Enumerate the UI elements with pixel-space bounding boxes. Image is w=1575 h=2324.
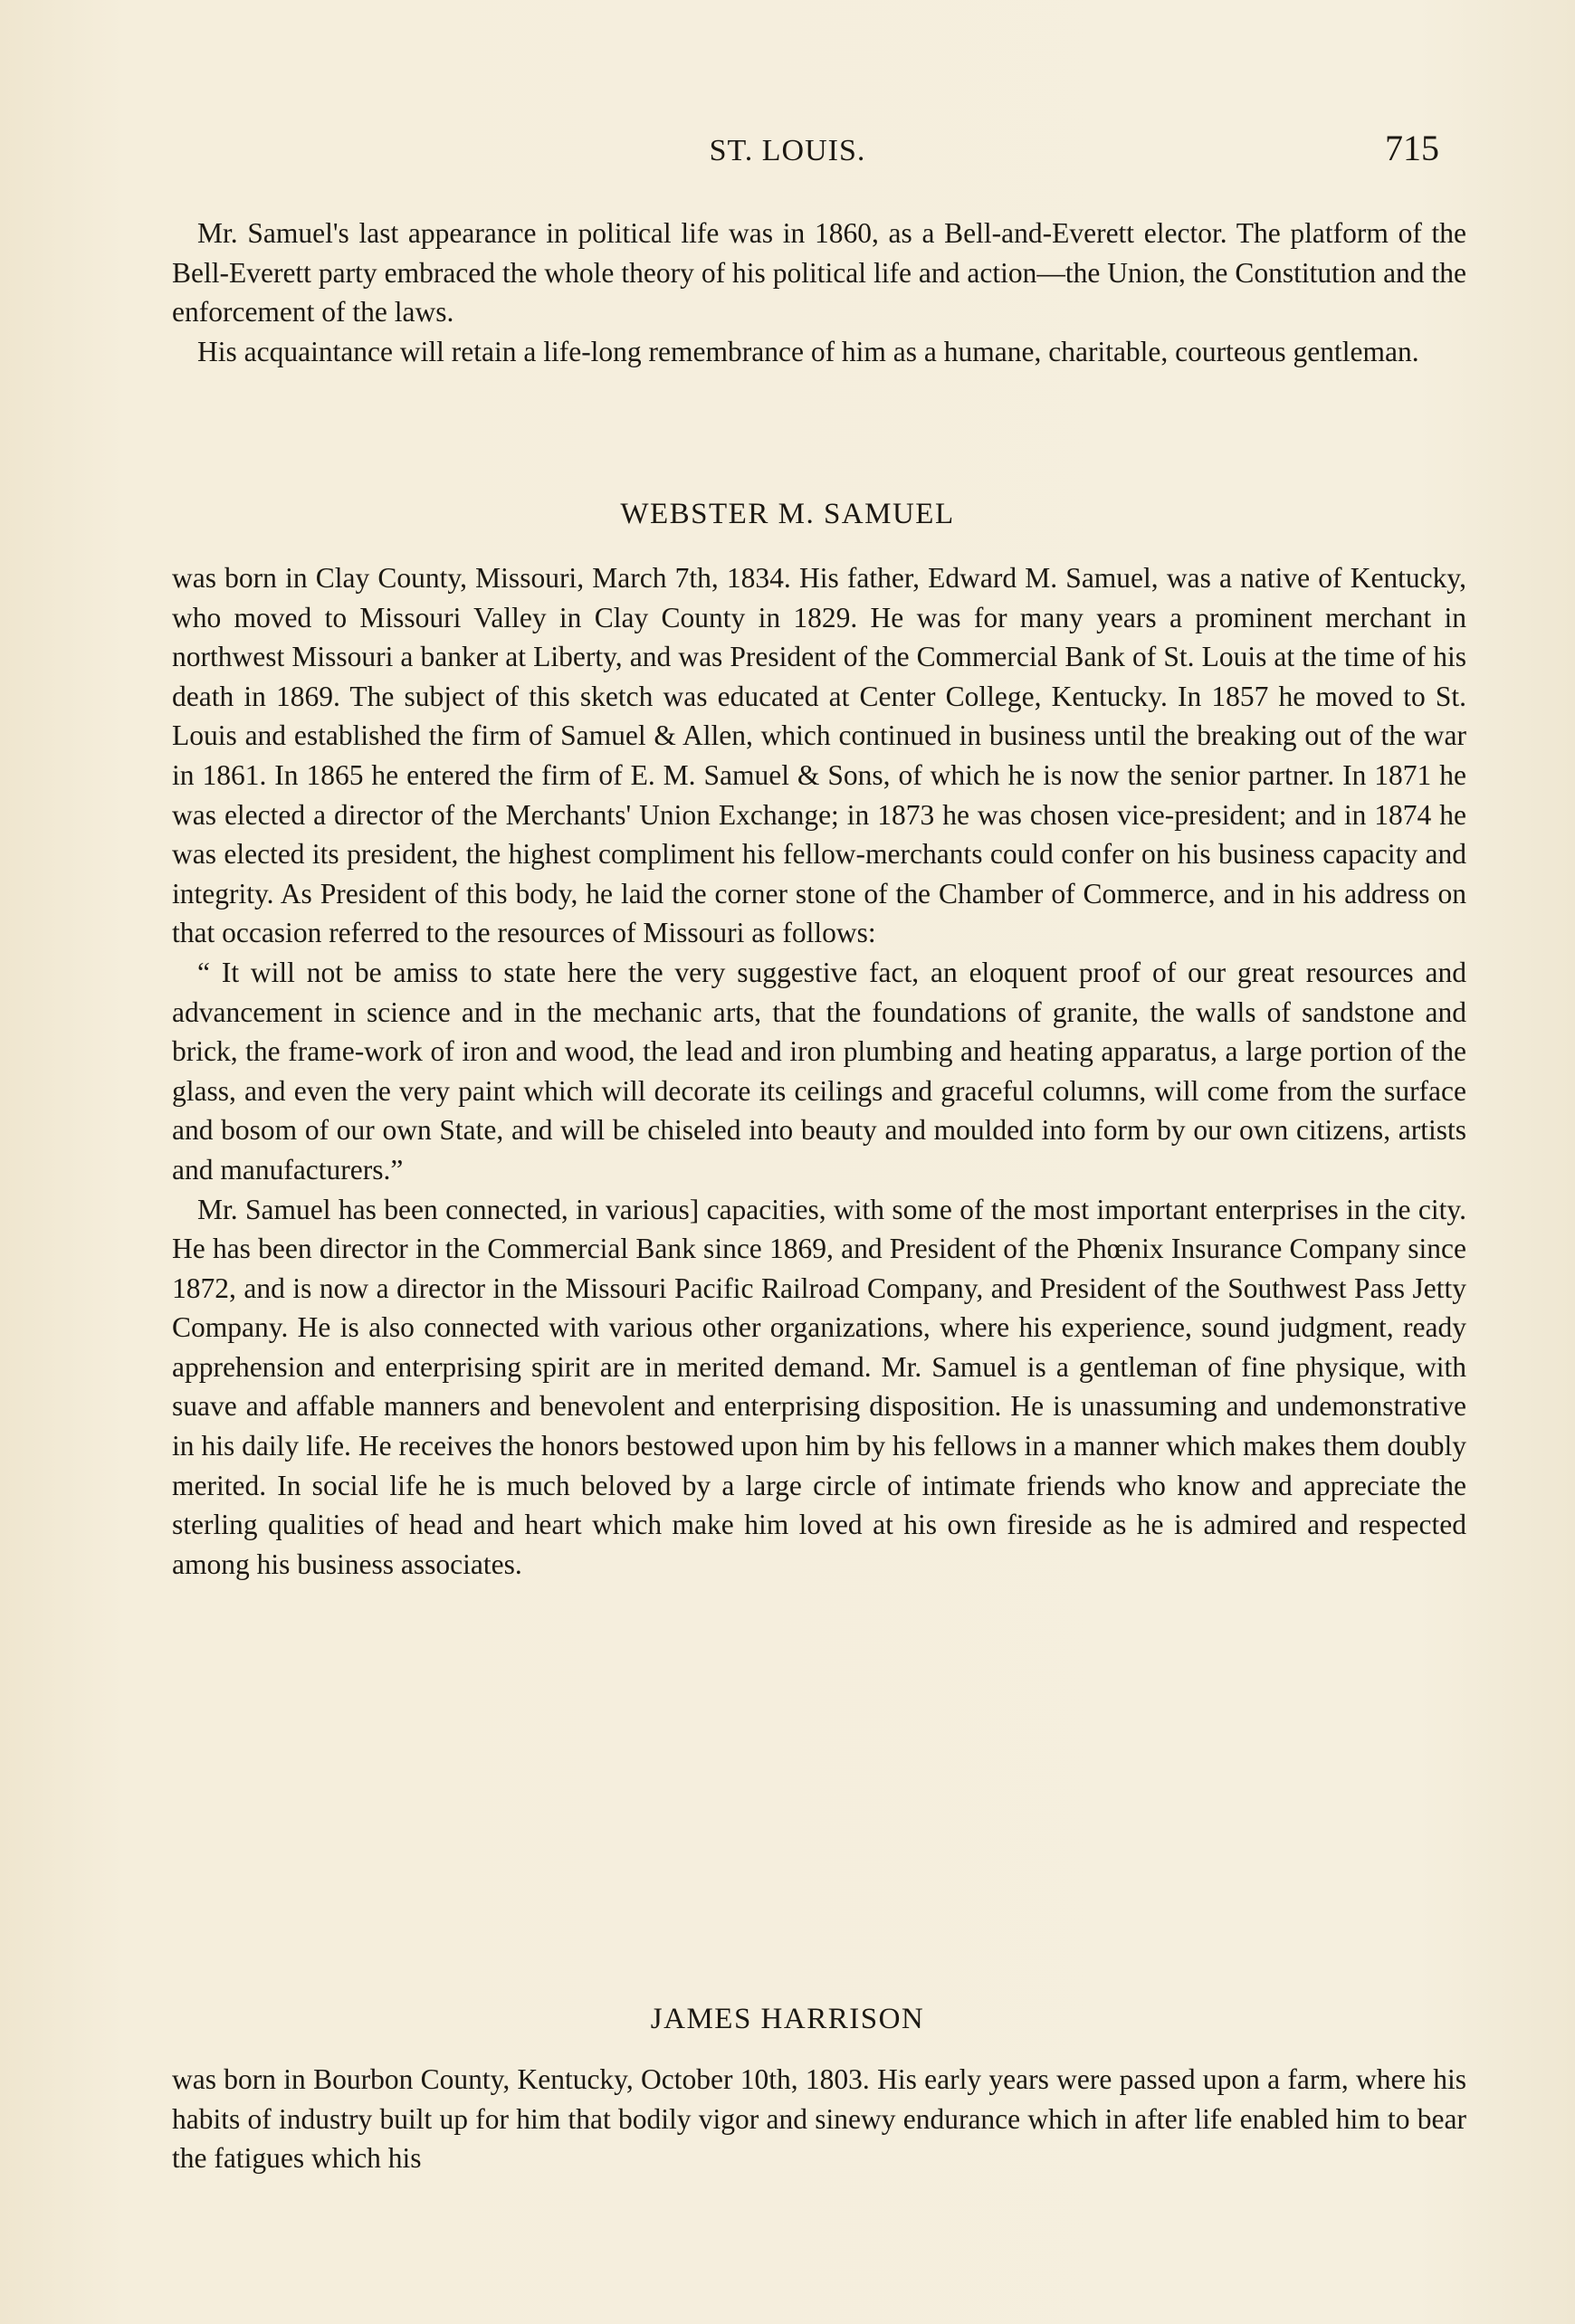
paragraph: was born in Bourbon County, Kentucky, October 10th, 1803. His early years were passed upon a farm, where his habits of industry built up for him that bodily vigor and sinewy endurance which in after life enabled him to bear the fatigues which his xyxy=(172,2063,1466,2175)
paragraph: Mr. Samuel's last appearance in political life was in 1860, as a Bell-and-Everett elector. The platform of the Bell-Everett party embraced the whole theory of his political life and action—the Union, the Constitution and the enforcement of the laws. xyxy=(172,217,1466,329)
quotation-paragraph: “ It will not be amiss to state here the very suggestive fact, an eloquent proof of our great resources and advancement in science and in the mechanic arts, that the foundations of granite, the walls of sandstone and brick, the frame-work of iron and wood, the lead and iron plumbing and heating apparatus, a large portion of the glass, and even the very paint which will decorate its ceilings and graceful columns, will come from the surface and bosom of our own State, and will be chiseled into beauty and moulded into form by our own citizens, artists and manufacturers.” xyxy=(172,956,1466,1186)
webster-section xyxy=(172,558,1466,1584)
paragraph: was born in Clay County, Missouri, March 7th, 1834. His father, Edward M. Samuel, was a native of Kentucky, who moved to Missouri Valley in Clay County in 1829. He was for many years a prominent merchant in northwest Missouri a banker at Liberty, and was President of the Commercial Bank of St. Louis at the time of his death in 1869. The subject of this sketch was educated at Center College, Kentucky. In 1857 he moved to St. Louis and established the firm of Samuel & Allen, which continued in business until the breaking out of the war in 1861. In 1865 he entered the firm of E. M. Samuel & Sons, of which he is now the senior partner. In 1871 he was elected a director of the Merchants' Union Exchange; in 1873 he was chosen vice-president; and in 1874 he was elected its president, the highest compliment his fellow-merchants could confer on his business capacity and integrity. As President of this body, he laid the corner stone of the Chamber of Commerce, and in his address on that occasion referred to the resources of Missouri as follows: xyxy=(172,562,1466,949)
harrison-section xyxy=(172,2060,1466,2178)
section-heading-webster-m-samuel: WEBSTER M. SAMUEL xyxy=(620,498,955,530)
running-head xyxy=(0,127,1575,172)
page-number: 715 xyxy=(1385,128,1439,168)
running-title: ST. LOUIS. xyxy=(709,134,866,167)
opening-section xyxy=(172,214,1466,371)
paragraph: His acquaintance will retain a life-long remembrance of him as a humane, charitable, courteous gentleman. xyxy=(197,335,1419,367)
paragraph: Mr. Samuel has been connected, in various] capacities, with some of the most important enterprises in the city. He has been director in the Commercial Bank since 1869, and President of the Phœnix Insurance Company since 1872, and is now a director in the Missouri Pacific Railroad Company, and President of the Southwest Pass Jetty Company. He is also connected with various other organizations, where his experience, sound judgment, ready apprehension and enterprising spirit are in merited demand. Mr. Samuel is a gentleman of fine physique, with suave and affable manners and benevolent and enterprising disposition. He is unassuming and undemonstrative in his daily life. He receives the honors bestowed upon him by his fellows in a manner which makes them doubly merited. In social life he is much beloved by a large circle of intimate friends who know and appreciate the sterling qualities of head and heart which make him loved at his own fireside as he is admired and respected among his business associates. xyxy=(172,1193,1466,1580)
section-heading-james-harrison: JAMES HARRISON xyxy=(650,2003,925,2035)
